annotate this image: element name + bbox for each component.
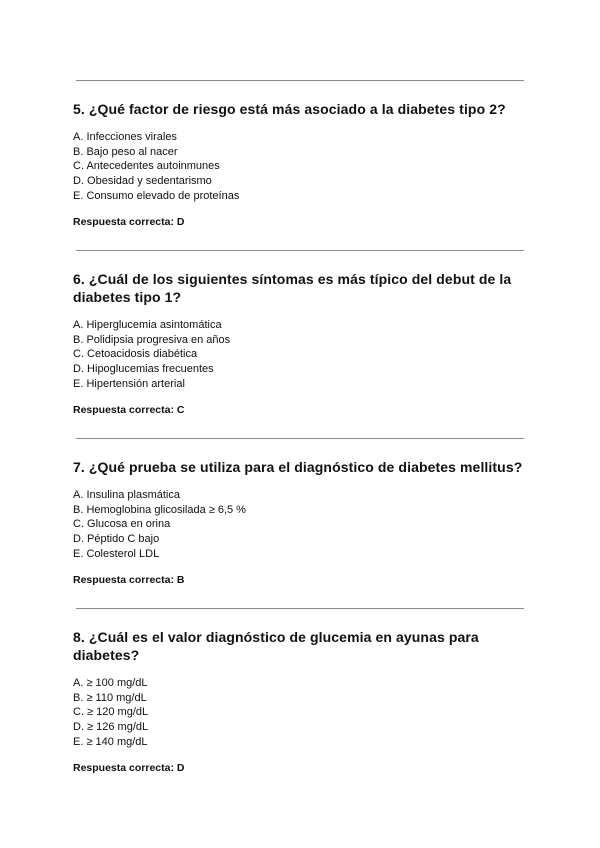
question-text: 6. ¿Cuál de los siguientes síntomas es más típico del debut de la diabetes tipo 1?	[73, 271, 512, 305]
question-block-7	[73, 458, 525, 587]
separator-line	[76, 608, 524, 609]
option-a: A. Infecciones virales	[73, 131, 177, 143]
option-d: D. ≥ 126 mg/dL	[73, 721, 149, 734]
option-b: B. Polidipsia progresiva en años	[73, 333, 231, 346]
correct-answer: Respuesta correcta: B	[73, 573, 185, 586]
correct-answer: Respuesta correcta: D	[73, 215, 185, 228]
correct-answer: Respuesta correcta: D	[73, 761, 185, 774]
option-c: C. ≥ 120 mg/dL	[73, 706, 149, 719]
question-text: 5. ¿Qué factor de riesgo está más asociado a la diabetes tipo 2?	[73, 101, 506, 117]
options-list	[73, 318, 525, 392]
options-list	[73, 488, 525, 562]
correct-answer: Respuesta correcta: C	[73, 403, 185, 416]
option-c: C. Antecedentes autoinmunes	[73, 160, 220, 173]
option-c: C. Cetoacidosis diabética	[73, 348, 198, 361]
option-e: E. ≥ 140 mg/dL	[73, 735, 148, 748]
option-d: D. Hipoglucemias frecuentes	[73, 363, 214, 376]
question-text: 7. ¿Qué prueba se utiliza para el diagnóstico de diabetes mellitus?	[73, 459, 523, 475]
option-b: B. Hemoglobina glicosilada ≥ 6,5 %	[73, 503, 246, 516]
separator-line	[76, 438, 524, 439]
question-text: 8. ¿Cuál es el valor diagnóstico de glucemia en ayunas para diabetes?	[73, 629, 479, 663]
options-list	[73, 676, 525, 750]
option-b: B. ≥ 110 mg/dL	[73, 691, 147, 704]
option-a: A. Insulina plasmática	[73, 489, 180, 501]
question-block-8	[73, 628, 525, 775]
option-b: B. Bajo peso al nacer	[73, 145, 178, 158]
option-a: A. Hiperglucemia asintomática	[73, 319, 222, 331]
separator-line	[76, 250, 524, 251]
option-d: D. Obesidad y sedentarismo	[73, 175, 212, 188]
options-list	[73, 130, 525, 204]
option-e: E. Colesterol LDL	[73, 547, 160, 560]
separator-line	[76, 80, 524, 81]
option-d: D. Péptido C bajo	[73, 533, 160, 546]
option-e: E. Consumo elevado de proteínas	[73, 189, 240, 202]
question-block-5	[73, 100, 525, 229]
option-e: E. Hipertensión arterial	[73, 377, 185, 390]
option-a: A. ≥ 100 mg/dL	[73, 677, 148, 689]
option-c: C. Glucosa en orina	[73, 518, 171, 531]
question-block-6	[73, 270, 525, 417]
